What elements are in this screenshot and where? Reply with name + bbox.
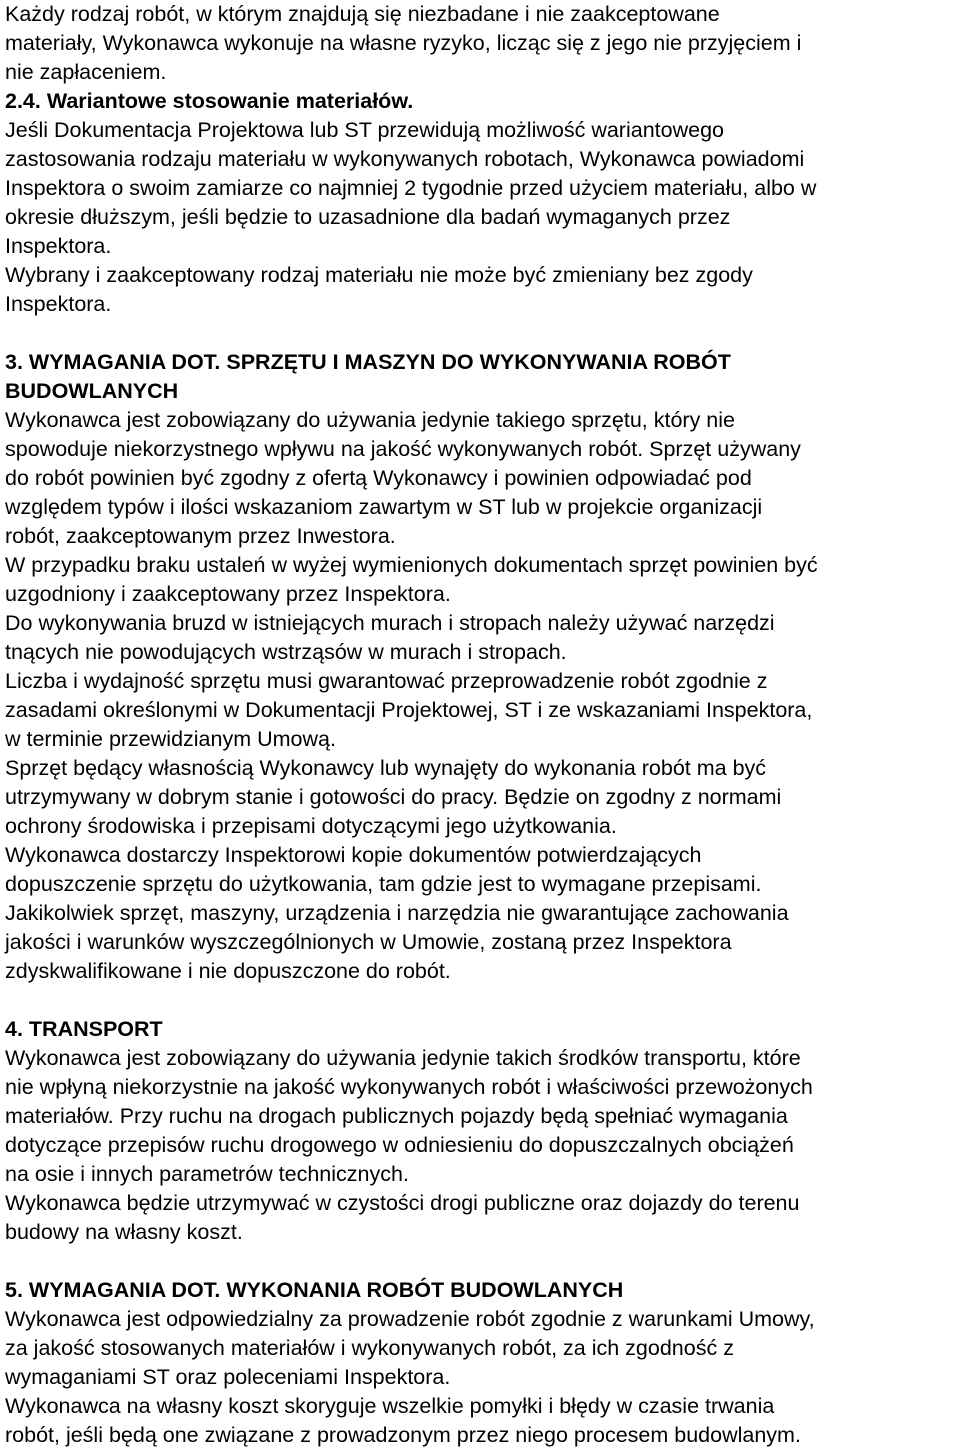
text-line: robót, zaakceptowanym przez Inwestora. xyxy=(5,524,396,548)
text-line: dotyczące przepisów ruchu drogowego w odniesieniu do dopuszczalnych obciążeń xyxy=(5,1133,794,1157)
section-2-4 xyxy=(5,87,955,319)
text-line: Jakikolwiek sprzęt, maszyny, urządzenia i narzędzia nie gwarantujące zachowania xyxy=(5,901,789,925)
section-spacer xyxy=(5,1247,955,1276)
text-line: jakości i warunków wyszczególnionych w Umowie, zostaną przez Inspektora xyxy=(5,930,732,954)
intro-paragraph xyxy=(5,0,955,87)
text-line: Inspektora. xyxy=(5,292,112,316)
text-line: do robót powinien być zgodny z ofertą Wykonawcy i powinien odpowiadać pod xyxy=(5,466,752,490)
text-line: zdyskwalifikowane i nie dopuszczone do robót. xyxy=(5,959,451,983)
text-line: Każdy rodzaj robót, w którym znajdują się niezbadane i nie zaakceptowane xyxy=(5,2,720,26)
text-line: utrzymywany w dobrym stanie i gotowości do pracy. Będzie on zgodny z normami xyxy=(5,785,782,809)
section-heading: 4. TRANSPORT xyxy=(5,1017,163,1041)
text-line: Jeśli Dokumentacja Projektowa lub ST przewidują możliwość wariantowego xyxy=(5,118,724,142)
text-line: Wykonawca dostarczy Inspektorowi kopie dokumentów potwierdzających xyxy=(5,843,702,867)
text-line: Sprzęt będący własnością Wykonawcy lub wynajęty do wykonania robót ma być xyxy=(5,756,767,780)
text-line: budowy na własny koszt. xyxy=(5,1220,243,1244)
text-line: w terminie przewidzianym Umową. xyxy=(5,727,336,751)
text-line: Wykonawca jest zobowiązany do używania jedynie takiego sprzętu, który nie xyxy=(5,408,735,432)
text-line: ochrony środowiska i przepisami dotyczącymi jego użytkowania. xyxy=(5,814,617,838)
section-3 xyxy=(5,348,955,986)
text-line: Wykonawca jest zobowiązany do używania jedynie takich środków transportu, które xyxy=(5,1046,801,1070)
section-4 xyxy=(5,1015,955,1247)
text-line: materiałów. Przy ruchu na drogach publicznych pojazdy będą spełniać wymagania xyxy=(5,1104,788,1128)
text-line: Wybrany i zaakceptowany rodzaj materiału nie może być zmieniany bez zgody xyxy=(5,263,753,287)
text-line: Wykonawca jest odpowiedzialny za prowadzenie robót zgodnie z warunkami Umowy, xyxy=(5,1307,815,1331)
section-spacer xyxy=(5,319,955,348)
text-line: spowoduje niekorzystnego wpływu na jakość wykonywanych robót. Sprzęt używany xyxy=(5,437,801,461)
text-line: W przypadku braku ustaleń w wyżej wymienionych dokumentach sprzęt powinien być xyxy=(5,553,818,577)
text-line: zastosowania rodzaju materiału w wykonywanych robotach, Wykonawca powiadomi xyxy=(5,147,805,171)
text-line: robót, jeśli będą one związane z prowadzonym przez niego procesem budowlanym. xyxy=(5,1423,801,1447)
text-line: zasadami określonymi w Dokumentacji Projektowej, ST i ze wskazaniami Inspektora, xyxy=(5,698,813,722)
section-heading: 2.4. Wariantowe stosowanie materiałów. xyxy=(5,89,414,113)
text-line: na osie i innych parametrów technicznych. xyxy=(5,1162,409,1186)
section-spacer xyxy=(5,986,955,1015)
text-line: Inspektora o swoim zamiarze co najmniej 2 tygodnie przed użyciem materiału, albo w xyxy=(5,176,817,200)
section-heading: 5. WYMAGANIA DOT. WYKONANIA ROBÓT BUDOWLANYCH xyxy=(5,1278,624,1302)
text-line: Inspektora. xyxy=(5,234,112,258)
section-heading: BUDOWLANYCH xyxy=(5,379,179,403)
text-line: Do wykonywania bruzd w istniejących murach i stropach należy używać narzędzi xyxy=(5,611,775,635)
text-line: uzgodniony i zaakceptowany przez Inspektora. xyxy=(5,582,451,606)
text-line: materiały, Wykonawca wykonuje na własne ryzyko, licząc się z jego nie przyjęciem i xyxy=(5,31,802,55)
document-page xyxy=(5,0,955,1450)
text-line: tnących nie powodujących wstrząsów w murach i stropach. xyxy=(5,640,567,664)
text-line: Liczba i wydajność sprzętu musi gwarantować przeprowadzenie robót zgodnie z xyxy=(5,669,768,693)
text-line: okresie dłuższym, jeśli będzie to uzasadnione dla badań wymaganych przez xyxy=(5,205,731,229)
section-heading: 3. WYMAGANIA DOT. SPRZĘTU I MASZYN DO WYKONYWANIA ROBÓT xyxy=(5,350,731,374)
section-5 xyxy=(5,1276,955,1450)
text-line: dopuszczenie sprzętu do użytkowania, tam gdzie jest to wymagane przepisami. xyxy=(5,872,762,896)
text-line: Wykonawca będzie utrzymywać w czystości drogi publiczne oraz dojazdy do terenu xyxy=(5,1191,800,1215)
text-line: nie wpłyną niekorzystnie na jakość wykonywanych robót i właściwości przewożonych xyxy=(5,1075,813,1099)
text-line: względem typów i ilości wskazaniom zawartym w ST lub w projekcie organizacji xyxy=(5,495,763,519)
text-line: wymaganiami ST oraz poleceniami Inspektora. xyxy=(5,1365,451,1389)
text-line: Wykonawca na własny koszt skoryguje wszelkie pomyłki i błędy w czasie trwania xyxy=(5,1394,775,1418)
text-line: za jakość stosowanych materiałów i wykonywanych robót, za ich zgodność z xyxy=(5,1336,734,1360)
text-line: nie zapłaceniem. xyxy=(5,60,167,84)
